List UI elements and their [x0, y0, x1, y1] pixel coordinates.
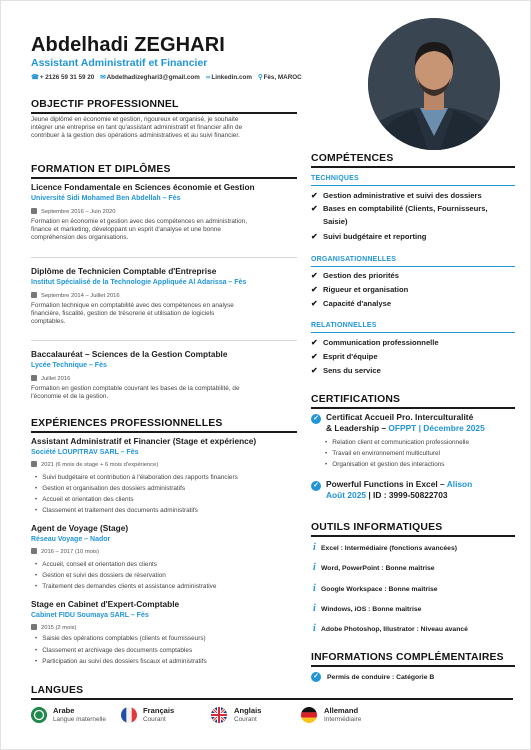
relationnelles-rule: [311, 332, 515, 333]
experience-bullet: • Classement et archivage des documents comptables: [35, 647, 192, 654]
contact-bar: [31, 74, 302, 81]
tool-level: Bonne maîtrise: [370, 606, 422, 613]
formation-title: FORMATION ET DIPLÔMES: [31, 164, 171, 175]
competences-rule: [311, 166, 515, 168]
check-icon: ✔: [311, 232, 318, 241]
formation-desc-line: Formation en économie et gestion avec des compétences en administration,: [31, 218, 247, 225]
objectif-rule: [31, 112, 297, 114]
certification-name-part: Powerful Functions in Excel –: [326, 479, 445, 489]
phone-contact[interactable]: [31, 74, 94, 81]
formation-dates: [31, 208, 115, 215]
germany-flag-icon: [301, 707, 317, 723]
tool-item: [321, 565, 435, 572]
experiences-rule: [31, 431, 297, 433]
language-name: Allemand: [324, 706, 359, 715]
formation-desc-line: comptables.: [31, 317, 66, 325]
tool-name: Adobe Photoshop, Illustrator :: [321, 626, 419, 633]
experience-bullet: • Suivi budgétaire et contribution à l'élaboration des rapports financiers: [35, 474, 238, 481]
check-icon: ✔: [311, 285, 318, 294]
competences-title: COMPÉTENCES: [311, 153, 394, 164]
tool-item: [321, 586, 438, 593]
tool-name: Excel :: [321, 545, 343, 552]
tool-name: Google Workspace :: [321, 586, 387, 593]
calendar-icon: [31, 375, 37, 381]
certification-date: Août 2025: [326, 490, 367, 500]
experience-bullet: • Classement et traitement des documents administratifs: [35, 507, 198, 514]
linkedin-text: Linkedin.com: [211, 74, 252, 81]
experience-bullet: • Saisie des opérations comptables (clients et fournisseurs): [35, 635, 206, 642]
skill-item: [311, 285, 409, 296]
certification-name-part: & Leadership –: [326, 423, 387, 433]
info-icon: i: [313, 562, 316, 573]
language-level: Intermédiaire: [324, 716, 362, 723]
formation-rule: [31, 177, 297, 179]
formation-desc: [31, 302, 301, 326]
infos-title: INFORMATIONS COMPLÉMENTAIRES: [311, 652, 504, 663]
skill-item: [311, 299, 392, 310]
skill-item: [311, 232, 427, 243]
formation-dates-text: Juillet 2016: [41, 376, 71, 382]
formation-separator: [31, 340, 297, 341]
objectif-text: [31, 116, 306, 140]
formation-dates: [31, 292, 120, 299]
certification-issuer: OFPPT | Décembre 2025: [388, 423, 485, 433]
formation-separator: [31, 257, 297, 258]
experience-dates-text: 2015 (2 mois): [41, 625, 77, 631]
certifications-title: CERTIFICATIONS: [311, 394, 401, 405]
certification-title: [326, 412, 485, 434]
experience-dates-text: 2016 – 2017 (10 mois): [41, 549, 100, 555]
skill-label: Gestion des priorités: [323, 271, 399, 280]
linkedin-icon: ∞: [205, 74, 211, 81]
info-icon: i: [313, 603, 316, 614]
check-icon: ✔: [311, 366, 318, 375]
language-name: Français: [143, 706, 175, 715]
certification-issuer: Alison: [446, 479, 473, 489]
experience-dates: [31, 624, 76, 631]
experiences-title: EXPÉRIENCES PROFESSIONNELLES: [31, 418, 223, 429]
formation-dates: [31, 375, 70, 382]
formation-dates-text: Septembre 2016 – Juin 2020: [41, 209, 116, 215]
language-name: Anglais: [234, 706, 262, 715]
outils-title: OUTILS INFORMATIQUES: [311, 522, 443, 533]
tool-item: [321, 545, 457, 552]
language-name: Arabe: [53, 706, 75, 715]
skill-label: Communication professionnelle: [323, 338, 439, 347]
formation-school[interactable]: Université Sidi Mohamed Ben Abdellah – Fès: [31, 195, 181, 202]
outils-rule: [311, 535, 515, 537]
check-circle-icon: ✓: [311, 672, 321, 682]
formation-school[interactable]: Institut Spécialisé de la Technologie Appliquée Al Adarissa – Fès: [31, 279, 247, 286]
location-contact: [258, 74, 302, 81]
langues-rule: [31, 698, 513, 700]
tool-level: Bonne maîtrise: [386, 586, 438, 593]
skill-item: [311, 204, 488, 215]
experience-role: Agent de Voyage (Stage): [31, 523, 129, 533]
organisationnelles-rule: [311, 266, 515, 267]
certification-line: Certificat Accueil Pro. Interculturalité: [326, 412, 474, 422]
skill-item-continued: Saisie): [323, 217, 348, 226]
email-contact[interactable]: [100, 74, 200, 81]
certification-bullet: • Travail en environnement multiculturel: [325, 450, 440, 457]
skill-label: Gestion administrative et suivi des dossiers: [323, 191, 482, 200]
tool-name: Word, PowerPoint :: [321, 565, 384, 572]
language-level: Courant: [234, 716, 257, 723]
skill-label: Rigueur et organisation: [323, 285, 409, 294]
experience-bullet: • Accueil, conseil et orientation des clients: [35, 561, 157, 568]
profile-photo: [368, 18, 500, 150]
experience-company[interactable]: Cabinet FIDU Soumaya SARL – Fès: [31, 612, 149, 619]
profile-photo-image: [368, 18, 500, 150]
calendar-icon: [31, 461, 37, 467]
experience-company[interactable]: Société LOUPITRAV SARL – Fès: [31, 449, 139, 456]
tool-level: Intermédiaire (fonctions avancées): [342, 545, 457, 552]
formation-desc-line: Formation technique en comptabilité avec des compétences en analyse: [31, 302, 234, 309]
relationnelles-title: RELATIONNELLES: [311, 322, 377, 329]
formation-desc-line: Formation en gestion comptable couvrant les bases de la comptabilité, de: [31, 385, 240, 392]
certification-line: [326, 490, 472, 501]
tool-level: Niveau avancé: [418, 626, 468, 633]
skill-label: Capacité d'analyse: [323, 299, 392, 308]
calendar-icon: [31, 624, 37, 630]
objectif-title: OBJECTIF PROFESSIONNEL: [31, 99, 179, 110]
objectif-line: intégrer une entreprise en tant qu'assistant administratif et financier afin de: [31, 123, 243, 131]
objectif-line: contribuer à la gestion des opérations administratives et au suivi financier.: [31, 131, 240, 139]
skill-item: [311, 338, 439, 349]
objectif-line: Jeune diplômé en économie et gestion, rigoureux et organisé, je souhaite: [31, 116, 239, 123]
candidate-role: Assistant Administratif et Financier: [31, 57, 208, 69]
certification-line: [326, 479, 472, 490]
experience-bullet: • Participation au suivi des dossiers fiscaux et administratifs: [35, 658, 207, 665]
techniques-title: TECHNIQUES: [311, 175, 359, 182]
organisationnelles-title: ORGANISATIONNELLES: [311, 256, 397, 263]
check-icon: ✔: [311, 352, 318, 361]
check-icon: ✔: [311, 271, 318, 280]
info-icon: i: [313, 623, 316, 634]
email-text: Abdelhadizeghari3@gmail.com: [106, 74, 200, 81]
skill-label: Bases en comptabilité (Clients, Fournisseurs,: [323, 204, 488, 213]
permis-text: Permis de conduire : Catégorie B: [327, 674, 435, 681]
formation-degree: Diplôme de Technicien Comptable d'Entreprise: [31, 266, 217, 276]
formation-desc: [31, 385, 301, 401]
check-icon: ✔: [311, 338, 318, 347]
phone-icon: ☎: [31, 74, 39, 81]
skill-item: [311, 191, 482, 202]
certifications-rule: [311, 407, 515, 409]
morocco-flag-icon: [31, 707, 47, 723]
certification-bullet: • Organisation et gestion des interactions: [325, 461, 445, 468]
skill-item: [311, 271, 399, 282]
langues-title: LANGUES: [31, 685, 84, 696]
verified-badge-icon: ✓: [311, 414, 321, 424]
skill-item: [311, 352, 378, 363]
experience-company[interactable]: Réseau Voyage – Nador: [31, 536, 111, 543]
experience-bullet: • Gestion et suivi des dossiers de réservation: [35, 572, 166, 579]
formation-desc: [31, 218, 301, 242]
formation-degree: Licence Fondamentale en Sciences économie et Gestion: [31, 182, 255, 192]
language-level: Langue maternelle: [53, 716, 106, 723]
experience-dates: [31, 548, 99, 555]
certification-line: [326, 423, 485, 434]
certification-bullet: • Relation client et communication professionnelle: [325, 439, 469, 446]
infos-rule: [311, 665, 515, 667]
tool-item: [321, 606, 421, 613]
formation-desc-line: l'économie et de la gestion.: [31, 392, 109, 400]
skill-item: [311, 366, 381, 377]
phone-text: + 2126 59 31 59 20: [39, 74, 95, 81]
formation-desc-line: financière, fiscalité, gestion de trésorerie et utilisation de logiciels: [31, 309, 215, 317]
tool-item: [321, 626, 468, 633]
calendar-icon: [31, 292, 37, 298]
uk-flag-icon: [211, 707, 227, 723]
verified-badge-icon: ✓: [311, 481, 321, 491]
calendar-icon: [31, 208, 37, 214]
check-icon: ✔: [311, 299, 318, 308]
formation-dates-text: Septembre 2014 – Juillet 2016: [41, 293, 120, 299]
location-text: Fès, MAROC: [263, 74, 302, 81]
check-icon: ✔: [311, 204, 318, 213]
email-icon: ✉: [100, 74, 106, 81]
linkedin-contact[interactable]: [206, 74, 252, 81]
tool-name: Windows, iOS :: [321, 606, 371, 613]
experience-bullet: • Gestion et organisation des dossiers administratifs: [35, 485, 185, 492]
tool-level: Bonne maîtrise: [383, 565, 435, 572]
experience-bullet: • Accueil et orientation des clients: [35, 496, 134, 503]
france-flag-icon: [121, 707, 137, 723]
location-pin-icon: ⚲: [257, 74, 263, 81]
language-level: Courant: [143, 716, 166, 723]
certification-title: [326, 479, 472, 501]
formation-desc-line: compréhension des organisations.: [31, 233, 129, 241]
skill-label: Sens du service: [323, 366, 381, 375]
calendar-icon: [31, 548, 37, 554]
techniques-rule: [311, 185, 515, 186]
experience-role: Assistant Administratif et Financier (Stage et expérience): [31, 436, 257, 446]
experience-dates-text: 2021 (6 mois de stage + 6 mois d'expérience): [41, 462, 159, 468]
certification-id: | ID : 3999-50822703: [368, 490, 448, 500]
formation-desc-line: finance et marketing, développant un esprit d'analyse et une bonne: [31, 225, 221, 233]
candidate-name: Abdelhadi ZEGHARI: [31, 34, 225, 56]
info-icon: i: [313, 583, 316, 594]
experience-bullet: • Traitement des demandes clients et assistance administrative: [35, 583, 216, 590]
experience-dates: [31, 461, 158, 468]
skill-label: Suivi budgétaire et reporting: [323, 232, 427, 241]
info-icon: i: [313, 542, 316, 553]
skill-label: Esprit d'équipe: [323, 352, 378, 361]
experience-role: Stage en Cabinet d'Expert-Comptable: [31, 599, 180, 609]
check-icon: ✔: [311, 191, 318, 200]
formation-school[interactable]: Lycée Technique – Fès: [31, 362, 107, 369]
formation-degree: Baccalauréat – Sciences de la Gestion Comptable: [31, 349, 228, 359]
